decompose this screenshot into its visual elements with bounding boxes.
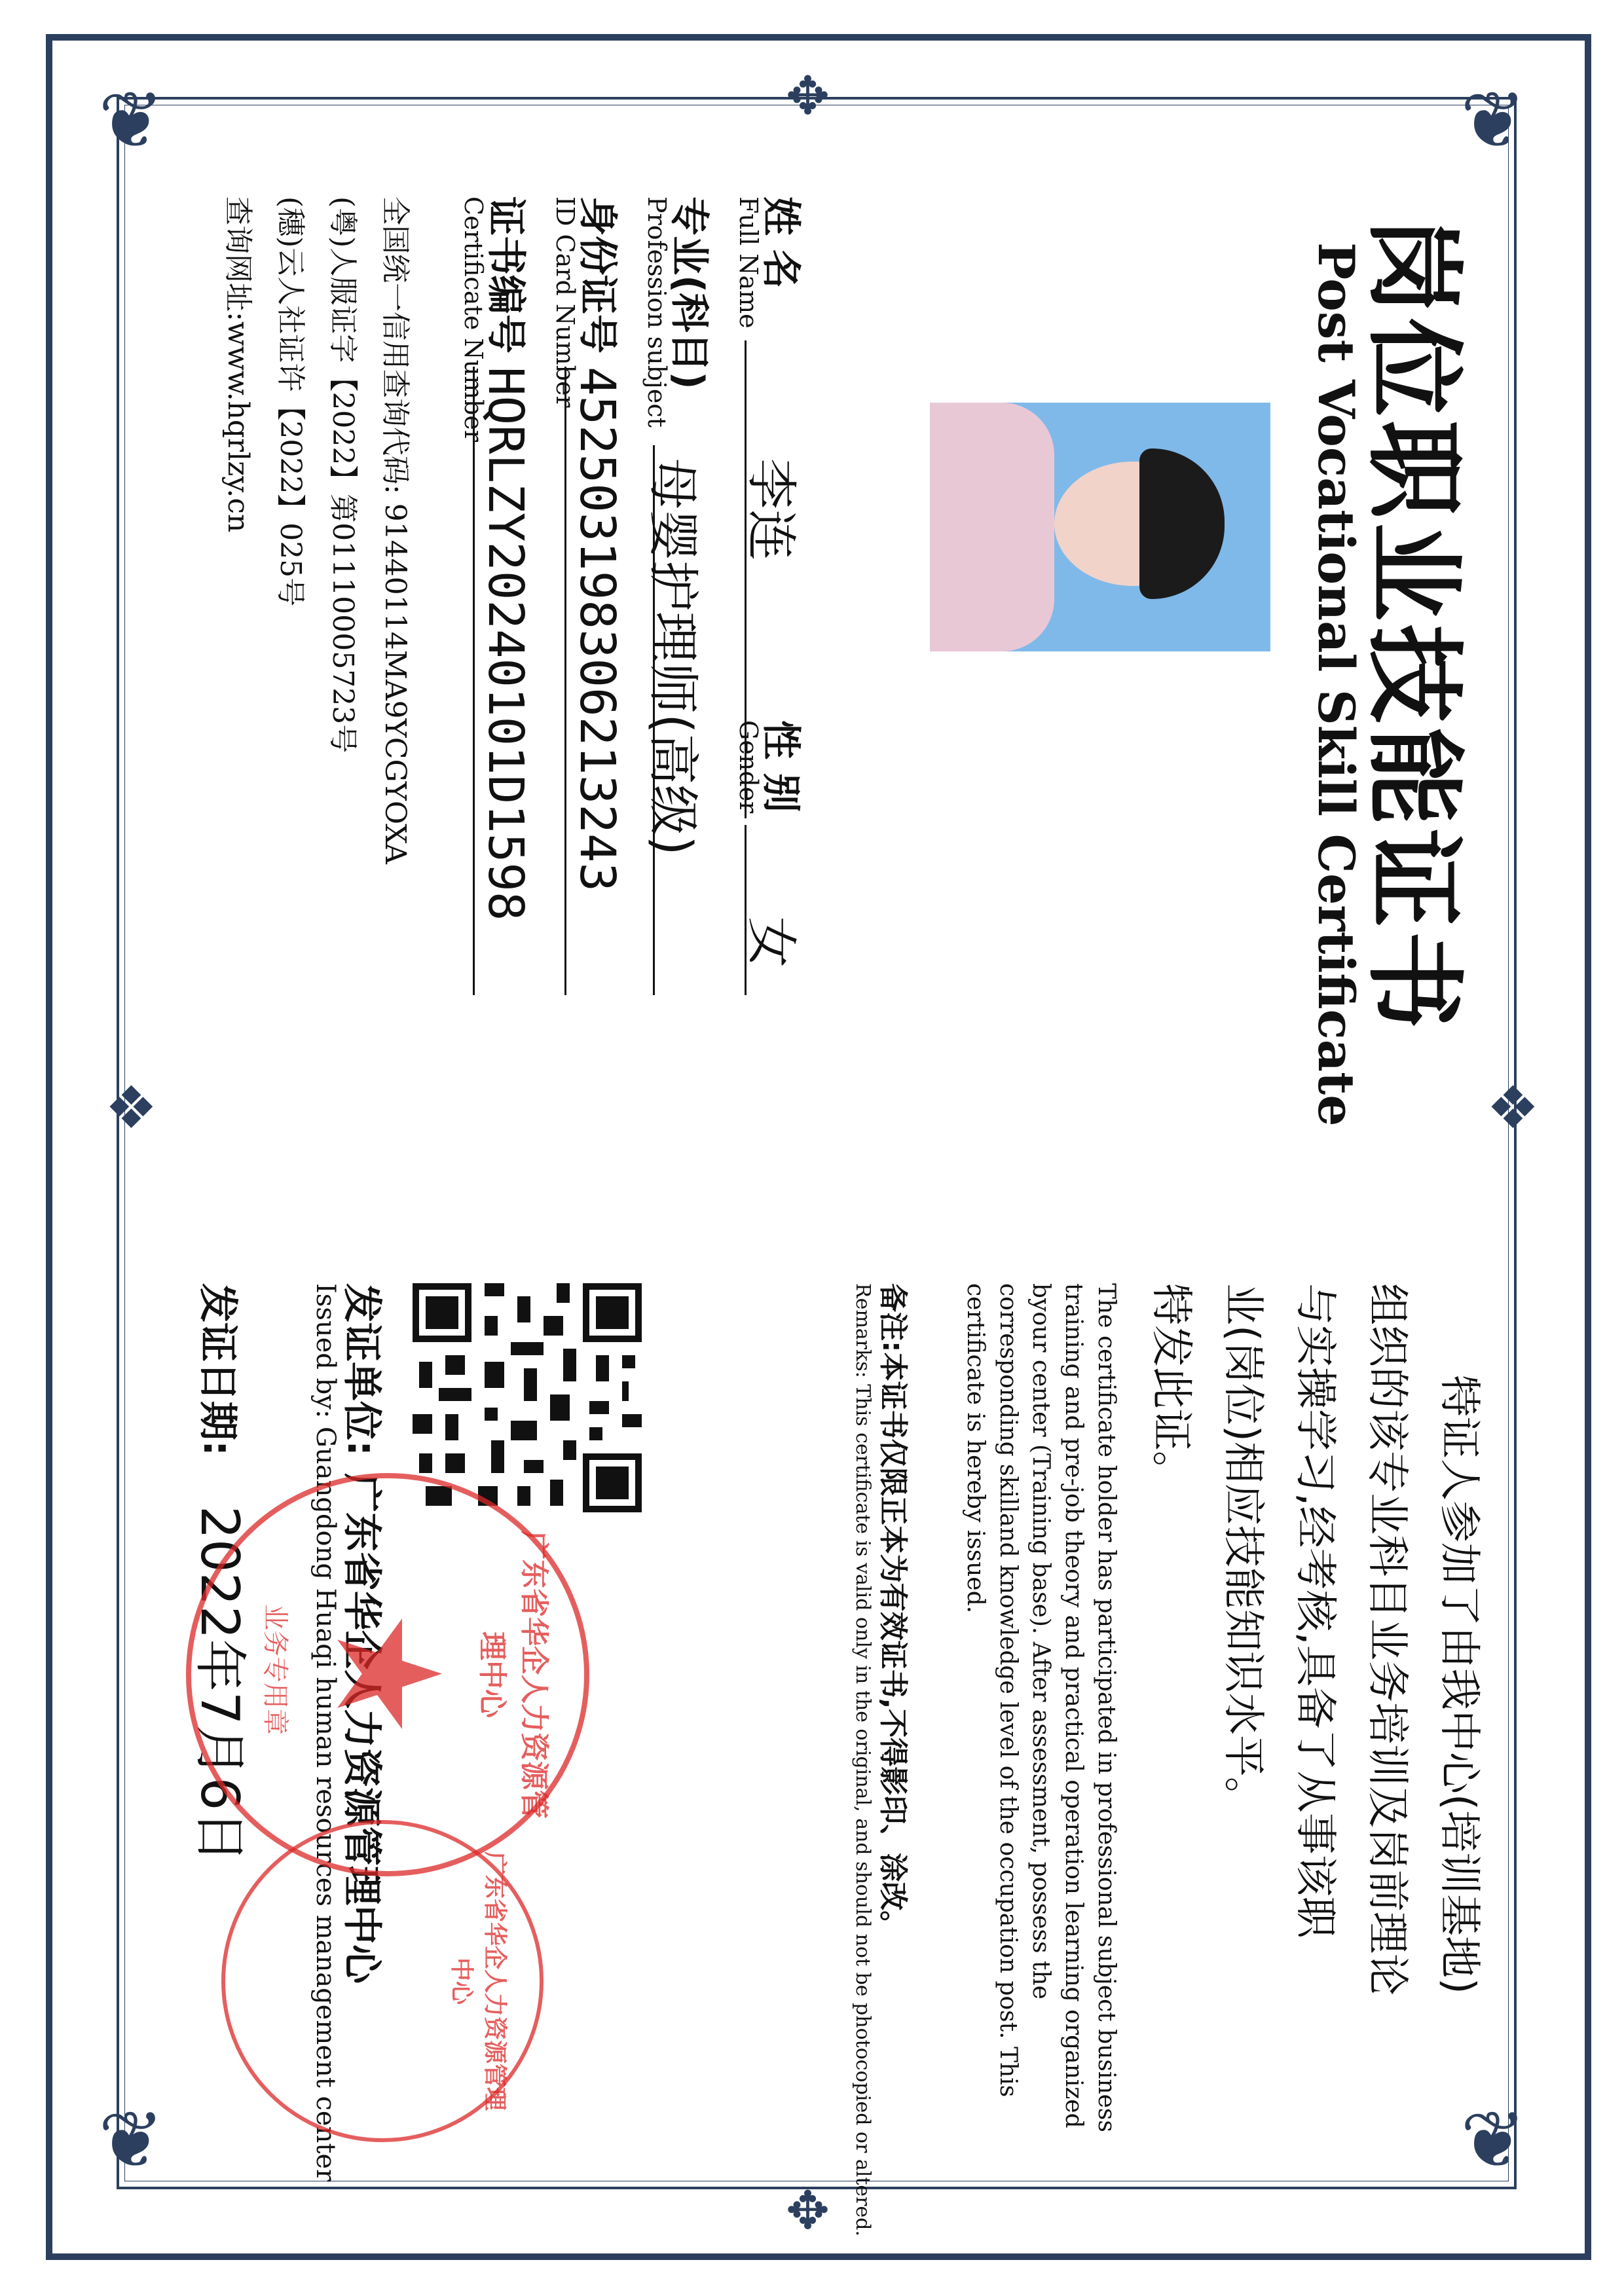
- top-ornament-icon: ✥: [786, 65, 830, 126]
- id-card-value: 452503198306213243: [569, 367, 625, 892]
- cert-no-label-en: Certificate Number: [459, 196, 488, 443]
- profession-value: 母婴护理师(高级): [643, 458, 702, 856]
- statement-line-4: 业(岗位)相应技能知识水平。: [1219, 1283, 1267, 1819]
- corner-ornament-icon: ❦: [98, 75, 164, 166]
- issuer-label: 发证单位:: [339, 1283, 384, 1456]
- statement-en-5: certificate is hereby issued.: [962, 1283, 989, 1614]
- seal-bottom-text: 业务专用章: [260, 1604, 290, 1735]
- statement-line-3: 与实操学习,经考核,具备了从事该职: [1291, 1283, 1339, 1939]
- name-value: 李连: [741, 458, 800, 561]
- title-cn: 岗位职业技能证书: [1356, 216, 1470, 1034]
- statement-line-1: 特证人参加了由我中心(培训基地): [1435, 1375, 1483, 1994]
- title-en: Post Vocational Skill Certificate: [1307, 242, 1365, 1127]
- issuer-value: 广东省华企人力资源管理中心: [339, 1473, 384, 1984]
- statement-en-3: byour center (Training base). After assessment, possess the: [1027, 1283, 1054, 1999]
- gender-value: 女: [741, 917, 800, 968]
- license-1: (粤)人服证字【2022】第01110005723号: [326, 196, 360, 754]
- cert-no-label: 证书编号: [483, 196, 528, 354]
- bottom-ornament-icon: ✥: [786, 2180, 830, 2241]
- issue-date-label: 发证日期:: [194, 1283, 240, 1456]
- gender-underline: [745, 825, 747, 995]
- gender-label-en: Gender: [734, 720, 763, 814]
- official-seal: [186, 1473, 589, 1876]
- id-card-underline: [564, 367, 566, 995]
- cert-no-value: HQRLZY20240101D1598: [477, 367, 534, 921]
- seal-star-icon: ★: [304, 1609, 471, 1739]
- second-seal: [221, 1820, 544, 2142]
- seal-ring-text: 广东省华企人力资源管理中心: [475, 1531, 551, 1819]
- license-2: (穗)云人社证许【2022】025号: [274, 196, 307, 607]
- id-card-label-en: ID Card Number: [551, 196, 580, 408]
- profession-label-en: Profession subject: [642, 196, 671, 428]
- corner-ornament-icon: ❦: [1460, 75, 1526, 166]
- statement-en-4: corresponding skilland knowledge level of the occupation post. This: [995, 1283, 1022, 2098]
- name-label: 姓 名: [758, 196, 803, 289]
- remarks-en: Remarks: This certificate is valid only in the original, and should not be photocopied or altered.: [851, 1283, 874, 2236]
- profession-underline: [653, 445, 655, 995]
- remarks-cn: 备注:本证书仅限正本为有效证书,不得影印、涂改。: [876, 1283, 910, 1940]
- statement-en-2: training and pre-job theory and practical operation learning organized: [1060, 1283, 1087, 2128]
- holder-photo: [930, 403, 1270, 651]
- credit-code: 全国统一信用查询代码: 91440114MA9YCGYOXA: [378, 196, 412, 864]
- name-label-en: Full Name: [734, 196, 763, 329]
- side-ornament-icon: ❖: [1486, 1074, 1540, 1142]
- issue-date-value: 2022年7月6日: [189, 1506, 250, 1863]
- qr-code[interactable]: [413, 1283, 642, 1512]
- id-card-label: 身份证号: [574, 196, 620, 354]
- side-ornament-icon: ❖: [105, 1074, 158, 1142]
- website: 查询网址:www.hqrlzy.cn: [221, 196, 255, 533]
- seal2-ring-text: 广东省华企人力资源管理中心: [448, 1851, 508, 2111]
- statement-line-5: 特发此证。: [1147, 1283, 1195, 1493]
- corner-ornament-icon: ❦: [1460, 2095, 1526, 2186]
- statement-line-2: 组织的该专业科目业务培训及岗前理论: [1363, 1283, 1411, 1995]
- statement-en-1: The certificate holder has participated in professional subject business: [1093, 1283, 1120, 2132]
- corner-ornament-icon: ❦: [98, 2095, 164, 2186]
- cert-no-underline: [473, 367, 475, 995]
- profession-label: 专业(科目): [666, 196, 712, 390]
- issuer-line-en: Issued by: Guangdong Huaqi human resources management center: [310, 1283, 341, 2182]
- gender-label: 性 别: [758, 720, 803, 812]
